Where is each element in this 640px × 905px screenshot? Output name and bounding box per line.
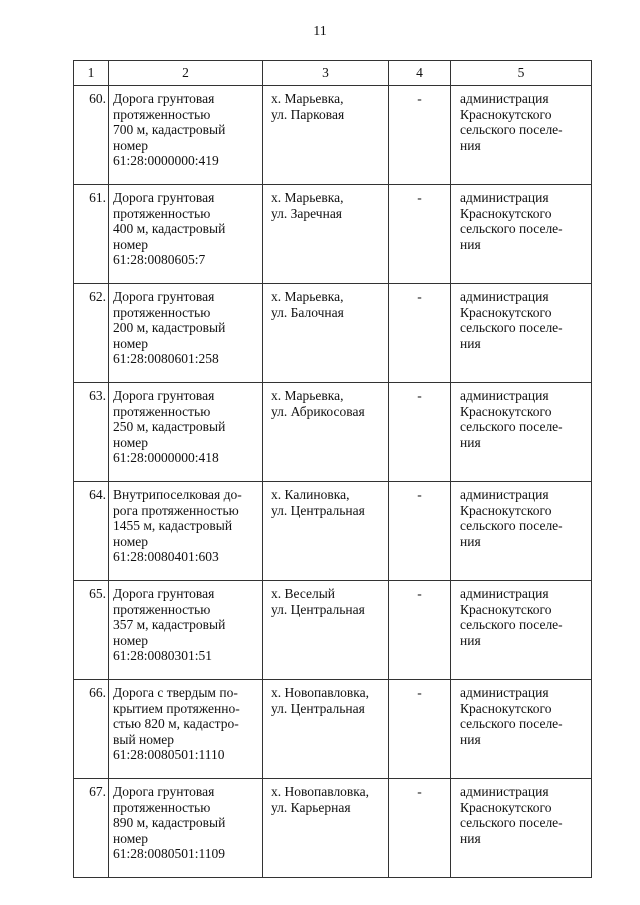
header-col-5: 5 xyxy=(451,61,592,86)
table-row xyxy=(74,284,592,383)
row-number: 62. xyxy=(74,284,109,383)
table-row xyxy=(74,185,592,284)
column-4-value: - xyxy=(389,779,451,878)
road-location: х. Марьевка, ул. Балочная xyxy=(263,284,389,383)
page-number: 11 xyxy=(313,24,327,39)
road-location: х. Новопавловка, ул. Карьерная xyxy=(263,779,389,878)
road-description: Дорога грунтовая протяженностью 400 м, кадастровый номер 61:28:0080605:7 xyxy=(109,185,263,284)
road-owner: администрация Краснокутского сельского поселе- ния xyxy=(451,383,592,482)
table-row xyxy=(74,581,592,680)
table-row xyxy=(74,86,592,185)
column-4-value: - xyxy=(389,185,451,284)
road-owner: администрация Краснокутского сельского поселе- ния xyxy=(451,581,592,680)
column-4-value: - xyxy=(389,581,451,680)
header-col-3: 3 xyxy=(263,61,389,86)
road-location: х. Марьевка, ул. Парковая xyxy=(263,86,389,185)
road-description: Дорога грунтовая протяженностью 700 м, кадастровый номер 61:28:0000000:419 xyxy=(109,86,263,185)
table-row xyxy=(74,779,592,878)
column-4-value: - xyxy=(389,680,451,779)
header-col-2: 2 xyxy=(109,61,263,86)
road-owner: администрация Краснокутского сельского поселе- ния xyxy=(451,779,592,878)
road-owner: администрация Краснокутского сельского поселе- ния xyxy=(451,482,592,581)
table-header-row xyxy=(74,61,592,86)
table-row xyxy=(74,482,592,581)
row-number: 67. xyxy=(74,779,109,878)
road-description: Дорога грунтовая протяженностью 200 м, кадастровый номер 61:28:0080601:258 xyxy=(109,284,263,383)
header-col-4: 4 xyxy=(389,61,451,86)
column-4-value: - xyxy=(389,383,451,482)
column-4-value: - xyxy=(389,86,451,185)
road-location: х. Марьевка, ул. Заречная xyxy=(263,185,389,284)
row-number: 61. xyxy=(74,185,109,284)
road-registry-table xyxy=(73,60,592,878)
road-description: Дорога грунтовая протяженностью 890 м, кадастровый номер 61:28:0080501:1109 xyxy=(109,779,263,878)
table-row xyxy=(74,383,592,482)
row-number: 60. xyxy=(74,86,109,185)
road-owner: администрация Краснокутского сельского поселе- ния xyxy=(451,86,592,185)
column-4-value: - xyxy=(389,284,451,383)
road-description: Внутрипоселковая до- рога протяженностью 1455 м, кадастровый номер 61:28:0080401:603 xyxy=(109,482,263,581)
road-owner: администрация Краснокутского сельского поселе- ния xyxy=(451,185,592,284)
road-location: х. Калиновка, ул. Центральная xyxy=(263,482,389,581)
road-location: х. Веселый ул. Центральная xyxy=(263,581,389,680)
road-owner: администрация Краснокутского сельского поселе- ния xyxy=(451,284,592,383)
road-description: Дорога с твердым по- крытием протяженно- стью 820 м, кадастро- вый номер 61:28:0080501:1110 xyxy=(109,680,263,779)
road-location: х. Новопавловка, ул. Центральная xyxy=(263,680,389,779)
row-number: 66. xyxy=(74,680,109,779)
row-number: 65. xyxy=(74,581,109,680)
table-row xyxy=(74,680,592,779)
row-number: 63. xyxy=(74,383,109,482)
road-description: Дорога грунтовая протяженностью 250 м, кадастровый номер 61:28:0000000:418 xyxy=(109,383,263,482)
row-number: 64. xyxy=(74,482,109,581)
header-col-1: 1 xyxy=(74,61,109,86)
road-location: х. Марьевка, ул. Абрикосовая xyxy=(263,383,389,482)
column-4-value: - xyxy=(389,482,451,581)
road-description: Дорога грунтовая протяженностью 357 м, кадастровый номер 61:28:0080301:51 xyxy=(109,581,263,680)
road-owner: администрация Краснокутского сельского поселе- ния xyxy=(451,680,592,779)
